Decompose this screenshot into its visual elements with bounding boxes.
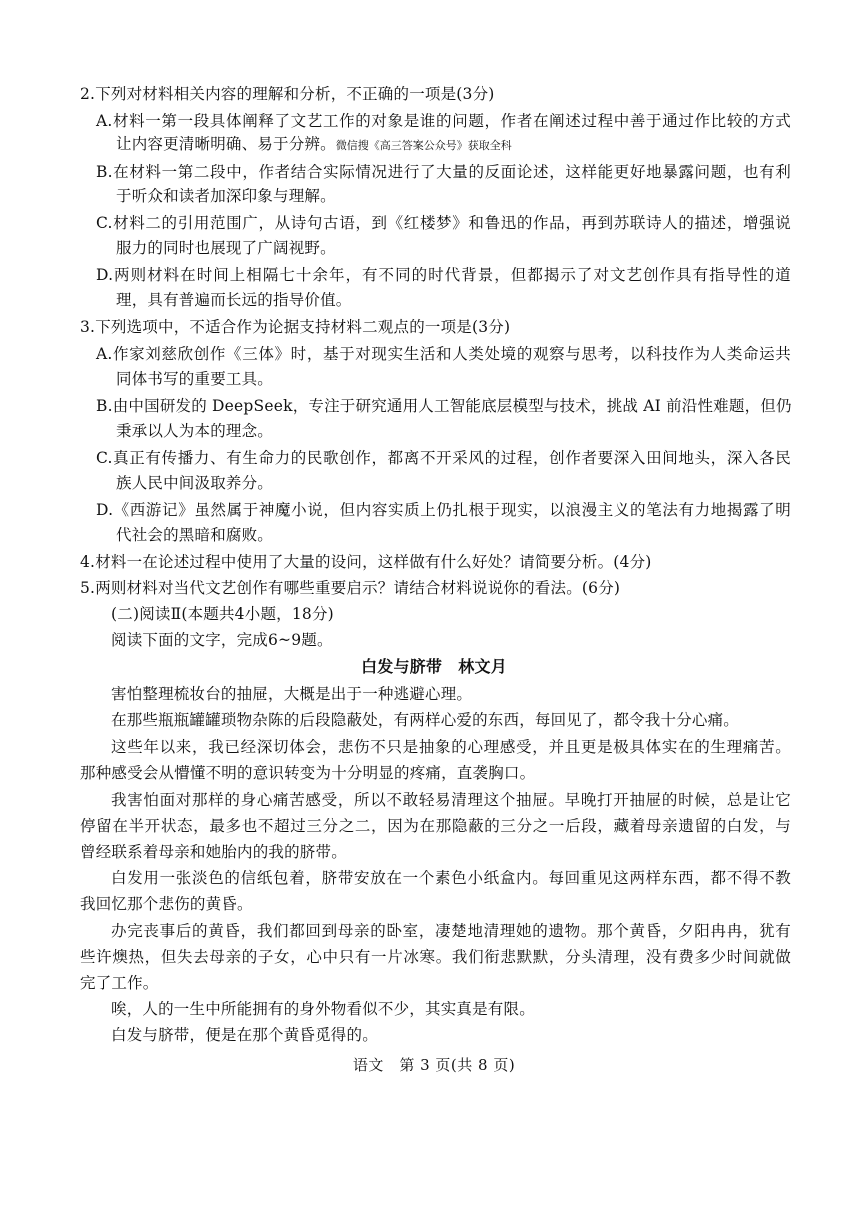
q3-option-a-line1: A.作家刘慈欣创作《三体》时，基于对现实生活和人类处境的观察与思考，以科技作为人类命运共 <box>96 345 791 363</box>
q4-text: 4.材料一在论述过程中使用了大量的设问，这样做有什么好处？请简要分析。(4分) <box>80 553 652 571</box>
essay-paragraph-line: 曾经联系着母亲和她胎内的我的脐带。 <box>80 843 347 861</box>
q3-option-b-line2: 秉承以人为本的理念。 <box>116 422 274 440</box>
essay-paragraph-line: 些许燠热，但失去母亲的子女，心中只有一片冰寒。我们衔悲默默，分头清理，没有费多少时间就做 <box>80 948 791 966</box>
q2-stem: 2.下列对材料相关内容的理解和分析，不正确的一项是(3分) <box>80 85 495 103</box>
q3-option-c-line1: C.真正有传播力、有生命力的民歌创作，都离不开采风的过程，创作者要深入田间地头，深入各民 <box>96 449 791 467</box>
q3-stem: 3.下列选项中，不适合作为论据支持材料二观点的一项是(3分) <box>80 318 511 336</box>
q2-option-c-line1: C.材料二的引用范围广，从诗句古语，到《红楼梦》和鲁迅的作品，再到苏联诗人的描述，增强说 <box>96 214 791 232</box>
q3-option-c-line2: 族人民中间汲取养分。 <box>116 474 274 492</box>
section-instruction: 阅读下面的文字，完成6~9题。 <box>111 631 333 649</box>
q5-text: 5.两则材料对当代文艺创作有哪些重要启示？请结合材料说说你的看法。(6分) <box>80 579 621 597</box>
section-heading: (二)阅读Ⅱ(本题共4小题，18分) <box>111 605 334 623</box>
q2-option-d-line2: 理，具有普遍而长远的指导价值。 <box>116 291 352 309</box>
essay-paragraph-line: 唉，人的一生中所能拥有的身外物看似不少，其实真是有限。 <box>111 1000 535 1018</box>
q3-option-d-line1: D.《西游记》虽然属于神魔小说，但内容实质上仍扎根于现实，以浪漫主义的笔法有力地揭露了明 <box>96 501 791 519</box>
q3-option-d-line2: 代社会的黑暗和腐败。 <box>116 526 274 544</box>
watermark-text: 微信搜《高三答案公众号》获取全科 <box>335 139 512 152</box>
page-footer: 语文 第 3 页(共 8 页) <box>352 1056 516 1074</box>
essay-paragraph-line: 在那些瓶瓶罐罐琐物杂陈的后段隐蔽处，有两样心爱的东西，每回见了，都令我十分心痛。 <box>111 711 740 729</box>
essay-paragraph-line: 完了工作。 <box>80 974 159 992</box>
q2-option-a-text: 让内容更清晰明确、易于分辨。 <box>116 135 336 153</box>
essay-paragraph-line: 这些年以来，我已经深切体会，悲伤不只是抽象的心理感受，并且更是极具体实在的生理痛苦。 <box>111 738 791 756</box>
essay-paragraph-line: 我害怕面对那样的身心痛苦感受，所以不敢轻易清理这个抽屉。早晚打开抽屉的时候，总是让它 <box>111 791 791 809</box>
essay-paragraph-line: 那种感受会从懵懂不明的意识转变为十分明显的疼痛，直袭胸口。 <box>80 764 536 782</box>
essay-title: 白发与脐带 林文月 <box>361 657 507 676</box>
essay-paragraph-line: 白发与脐带，便是在那个黄昏觅得的。 <box>111 1026 378 1044</box>
q2-option-d-line1: D.两则材料在时间上相隔七十余年，有不同的时代背景，但都揭示了对文艺创作具有指导性的道 <box>96 266 791 284</box>
essay-paragraph-line: 我回忆那个悲伤的黄昏。 <box>80 895 253 913</box>
q2-option-b-line2: 于听众和读者加深印象与理解。 <box>116 187 336 205</box>
q2-option-a-line2 <box>116 134 512 156</box>
q3-option-b-line1: B.由中国研发的 DeepSeek，专注于研究通用人工智能底层模型与技术，挑战 AI 前沿性难题，但仍 <box>96 397 792 415</box>
essay-paragraph-line: 停留在半开状态，最多也不超过三分之二，因为在那隐蔽的三分之一后段，藏着母亲遗留的白发，与 <box>80 817 791 835</box>
essay-paragraph-line: 害怕整理梳妆台的抽屉，大概是出于一种逃避心理。 <box>111 685 473 703</box>
essay-paragraph-line: 白发用一张淡色的信纸包着，脐带安放在一个素色小纸盒内。每回重见这两样东西，都不得不教 <box>111 869 791 887</box>
essay-paragraph-line: 办完丧事后的黄昏，我们都回到母亲的卧室，凄楚地清理她的遗物。那个黄昏，夕阳冉冉，犹有 <box>111 922 791 940</box>
q2-option-b-line1: B.在材料一第二段中，作者结合实际情况进行了大量的反面论述，这样能更好地暴露问题，也有利 <box>96 163 791 181</box>
q2-option-c-line2: 服力的同时也展现了广阔视野。 <box>116 239 336 257</box>
q3-option-a-line2: 同体书写的重要工具。 <box>116 370 274 388</box>
q2-option-a-line1: A.材料一第一段具体阐释了文艺工作的对象是谁的问题，作者在阐述过程中善于通过作比较的方式 <box>96 112 791 130</box>
